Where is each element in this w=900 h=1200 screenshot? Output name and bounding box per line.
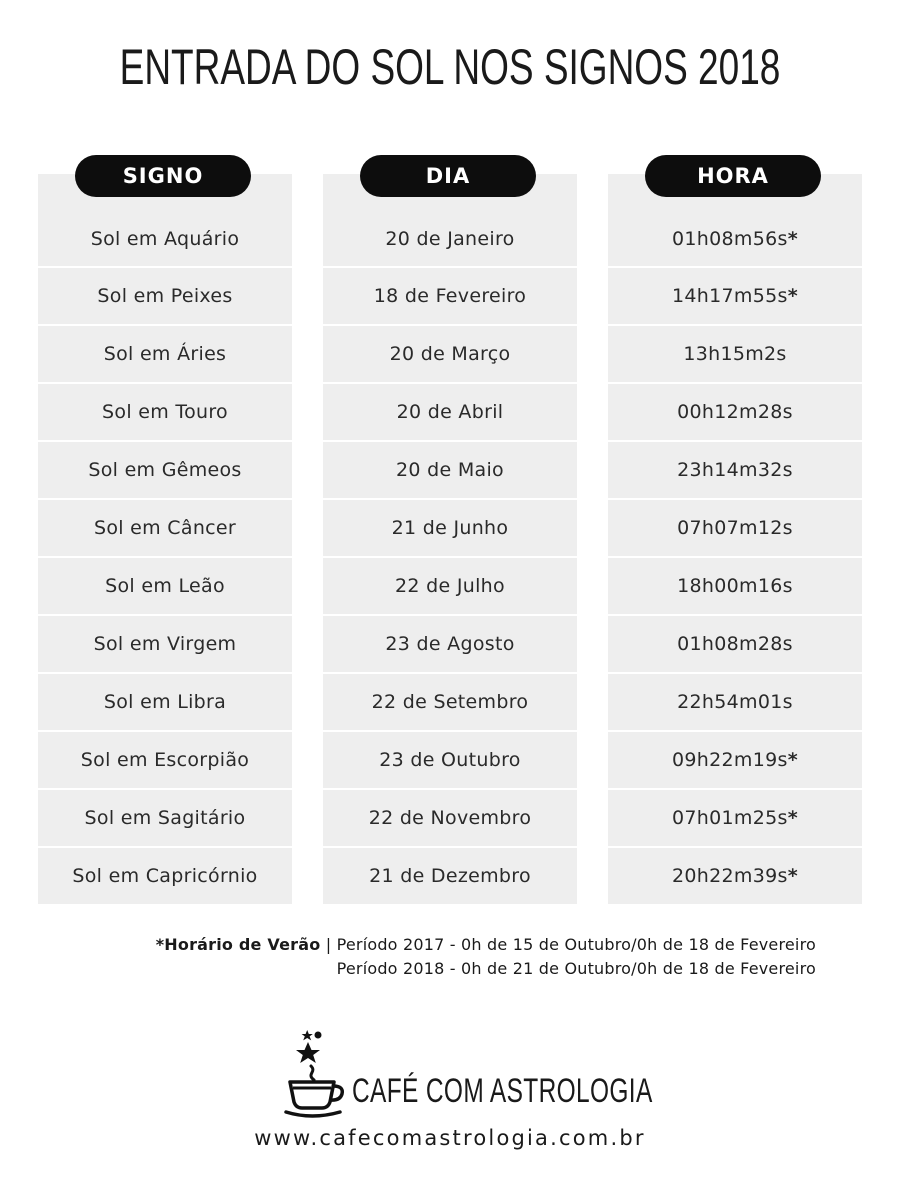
column-dia (323, 164, 577, 904)
cell-signo (38, 500, 292, 556)
cell-dia-text: 23 de Agosto (385, 633, 515, 655)
cell-signo (38, 790, 292, 846)
page-title: ENTRADA DO SOL NOS SIGNOS 2018 (119, 39, 781, 95)
cell-hora (608, 674, 862, 730)
cell-dia-text: 22 de Setembro (371, 691, 529, 713)
cell-dia (323, 616, 577, 672)
cell-dia-text: 20 de Abril (396, 401, 504, 423)
header-hora: HORA (645, 155, 821, 197)
cell-signo-text: Sol em Áries (103, 343, 227, 365)
daylight-saving-marker: * (787, 228, 798, 250)
footnote-label: *Horário de Verão (155, 935, 321, 954)
cell-hora (608, 558, 862, 614)
cell-dia-text: 20 de Janeiro (385, 228, 515, 250)
cell-hora (608, 326, 862, 382)
cell-signo-text: Sol em Escorpião (80, 749, 250, 771)
brand-name: CAFÉ COM ASTROLOGIA (352, 1072, 653, 1110)
footnote-line-1 (0, 935, 816, 954)
cell-dia-text: 22 de Novembro (368, 807, 532, 829)
cell-dia (323, 442, 577, 498)
cell-hora (608, 848, 862, 904)
cell-dia (323, 500, 577, 556)
daylight-saving-marker: * (787, 285, 798, 307)
cell-dia (323, 848, 577, 904)
footnote-period-2018: Período 2018 - 0h de 21 de Outubro/0h de 18 de Fevereiro (336, 959, 816, 978)
footnote-line-2 (0, 959, 816, 978)
cell-hora-text: 00h12m28s (677, 401, 793, 423)
cell-hora-text: 01h08m28s (677, 633, 793, 655)
cell-signo-text: Sol em Capricórnio (72, 865, 258, 887)
cell-hora (608, 268, 862, 324)
cell-signo (38, 326, 292, 382)
cell-hora (608, 732, 862, 788)
cell-dia (323, 558, 577, 614)
cell-signo (38, 616, 292, 672)
cell-hora (608, 442, 862, 498)
cell-hora-text: 13h15m2s (683, 343, 787, 365)
daylight-saving-marker: * (787, 749, 798, 771)
cell-signo (38, 442, 292, 498)
cell-signo-text: Sol em Libra (103, 691, 227, 713)
cell-signo-text: Sol em Leão (105, 575, 225, 597)
header-signo: SIGNO (75, 155, 251, 197)
cell-dia-text: 22 de Julho (395, 575, 505, 597)
cell-dia-text: 18 de Fevereiro (373, 285, 527, 307)
cell-signo (38, 384, 292, 440)
cell-signo-text: Sol em Peixes (97, 285, 233, 307)
cell-hora-text: 20h22m39s (672, 865, 788, 887)
cell-dia (323, 384, 577, 440)
footnote-period-2017: Período 2017 - 0h de 15 de Outubro/0h de 18 de Fevereiro (336, 935, 816, 954)
brand-logo (284, 1028, 653, 1118)
cell-signo-text: Sol em Gêmeos (88, 459, 242, 481)
cell-dia (323, 268, 577, 324)
cell-dia (323, 326, 577, 382)
column-signo (38, 164, 292, 904)
daylight-saving-marker: * (787, 807, 798, 829)
cell-signo-text: Sol em Aquário (90, 228, 240, 250)
cell-hora-text: 07h01m25s (672, 807, 788, 829)
cell-hora (608, 616, 862, 672)
cell-hora (608, 500, 862, 556)
cell-hora-text: 18h00m16s (677, 575, 793, 597)
cell-dia-text: 20 de Maio (396, 459, 504, 481)
cell-dia (323, 674, 577, 730)
daylight-saving-marker: * (787, 865, 798, 887)
cell-hora-text: 07h07m12s (677, 517, 793, 539)
cell-signo (38, 558, 292, 614)
cell-signo-text: Sol em Virgem (93, 633, 237, 655)
cell-hora-text: 14h17m55s (672, 285, 788, 307)
column-hora (608, 164, 862, 904)
cell-hora-text: 01h08m56s (672, 228, 788, 250)
cell-signo (38, 848, 292, 904)
cell-dia-text: 23 de Outubro (379, 749, 521, 771)
cell-signo-text: Sol em Touro (102, 401, 228, 423)
cell-dia (323, 790, 577, 846)
cell-signo (38, 732, 292, 788)
cell-hora-text: 09h22m19s (672, 749, 788, 771)
cell-hora-text: 23h14m32s (677, 459, 793, 481)
cell-signo-text: Sol em Câncer (93, 517, 237, 539)
cell-dia-text: 21 de Dezembro (369, 865, 531, 887)
cell-hora (608, 790, 862, 846)
cell-hora-text: 22h54m01s (677, 691, 793, 713)
header-dia: DIA (360, 155, 536, 197)
cell-signo (38, 674, 292, 730)
cell-signo-text: Sol em Sagitário (84, 807, 246, 829)
cell-signo (38, 268, 292, 324)
cell-dia (323, 732, 577, 788)
footnote-separator: | (320, 935, 337, 954)
coffee-cup-star-icon (284, 1028, 348, 1118)
brand-url: www.cafecomastrologia.com.br (254, 1126, 646, 1150)
cell-hora (608, 384, 862, 440)
cell-dia-text: 20 de Março (389, 343, 511, 365)
cell-dia-text: 21 de Junho (391, 517, 509, 539)
